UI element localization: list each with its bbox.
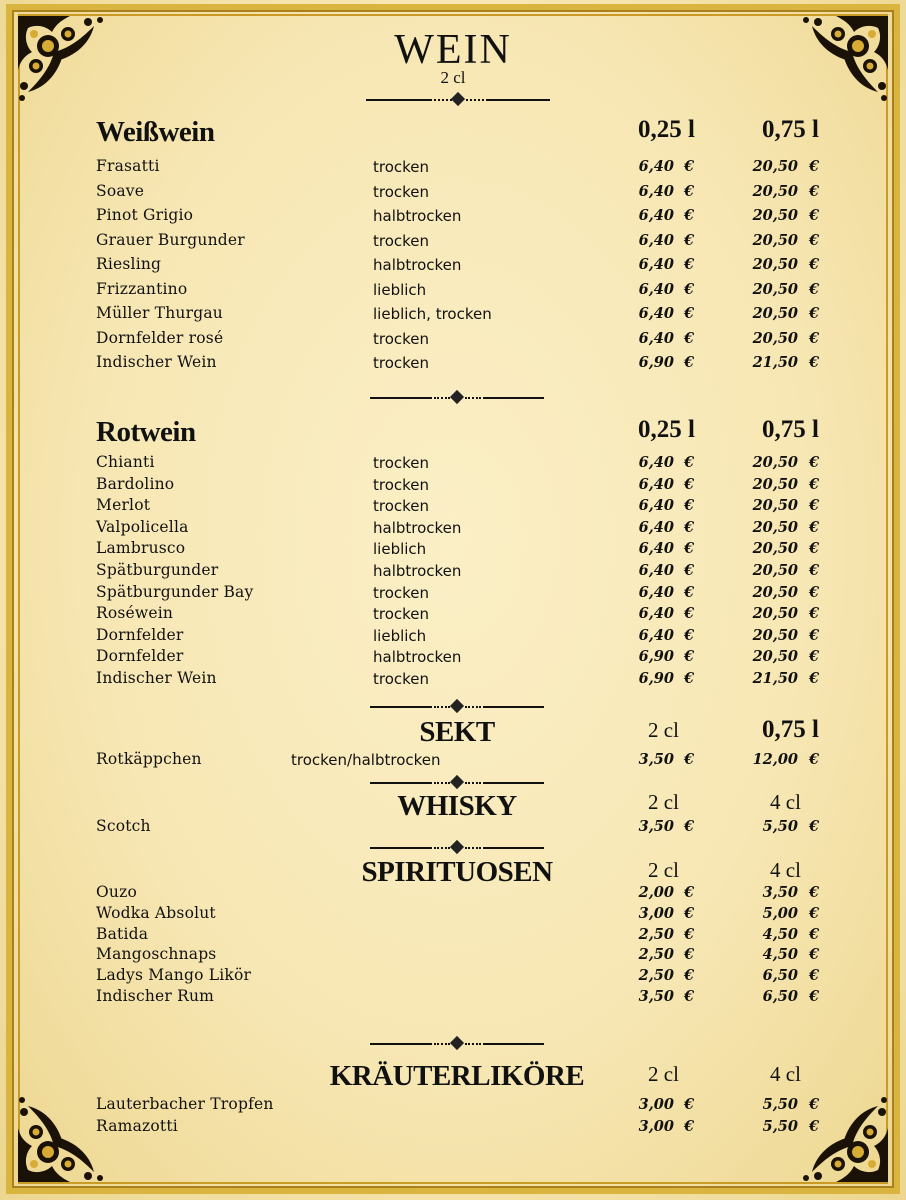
item-type: trocken: [373, 158, 430, 176]
item-name: Lambrusco: [96, 539, 186, 558]
item-name: Grauer Burgunder: [96, 230, 245, 249]
currency-symbol: €: [809, 946, 820, 964]
item-type: trocken/halbtrocken: [291, 751, 441, 769]
item-price-small: 2,50: [638, 946, 674, 964]
item-price-small: 6,40: [638, 305, 674, 322]
currency-symbol: €: [684, 670, 695, 687]
currency-symbol: €: [809, 497, 820, 515]
diamond-divider-icon: [370, 700, 544, 714]
item-name: Riesling: [96, 255, 162, 273]
currency-symbol: €: [684, 305, 695, 322]
item-price-large: 6,50: [762, 967, 798, 985]
item-name: Frasatti: [96, 157, 160, 175]
currency-symbol: €: [809, 605, 820, 623]
item-price-large: 20,50: [752, 626, 798, 644]
item-price-small: 6,40: [638, 182, 674, 200]
item-price-large: 20,50: [752, 256, 798, 273]
currency-symbol: €: [684, 475, 695, 493]
menu-item-row: [0, 881, 906, 903]
currency-symbol: €: [809, 925, 820, 943]
item-price-small: 6,40: [638, 562, 674, 579]
column-header-small: 2 cl: [648, 858, 679, 882]
item-price-small: 2,50: [638, 967, 674, 985]
item-price-large: 20,50: [752, 454, 798, 471]
section-title-spirituosen: SPIRITUOSEN: [361, 856, 553, 888]
item-price-large: 20,50: [752, 329, 798, 347]
menu-item-row: [0, 204, 906, 226]
menu-item-row: [0, 559, 906, 581]
menu-item-row: [0, 1093, 906, 1115]
menu-item-row: [0, 964, 906, 986]
currency-symbol: €: [684, 354, 695, 371]
item-price-small: 2,00: [638, 884, 674, 901]
item-type: trocken: [373, 583, 430, 602]
currency-symbol: €: [809, 256, 820, 273]
section-title-whisky: WHISKY: [397, 790, 517, 822]
currency-symbol: €: [809, 583, 820, 601]
item-price-small: 3,50: [638, 818, 674, 835]
item-price-large: 20,50: [752, 231, 798, 249]
menu-item-row: [0, 815, 906, 837]
item-type: trocken: [373, 231, 430, 250]
currency-symbol: €: [809, 231, 820, 249]
menu-item-row: [0, 302, 906, 324]
item-price-small: 6,40: [638, 540, 674, 558]
item-name: Valpolicella: [96, 517, 189, 536]
item-price-large: 20,50: [752, 305, 798, 322]
currency-symbol: €: [684, 818, 695, 835]
item-type: lieblich: [373, 540, 427, 559]
column-header-small: 2 cl: [648, 1062, 679, 1086]
currency-symbol: €: [809, 751, 820, 768]
item-name: Rotkäppchen: [96, 750, 202, 768]
item-price-small: 6,40: [638, 475, 674, 493]
menu-item-row: [0, 451, 906, 473]
menu-item-row: [0, 902, 906, 924]
currency-symbol: €: [684, 231, 695, 249]
item-name: Lauterbacher Tropfen: [96, 1095, 274, 1113]
menu-item-row: [0, 327, 906, 349]
currency-symbol: €: [809, 518, 820, 536]
currency-symbol: €: [684, 207, 695, 224]
section-title-rotwein: Rotwein: [96, 416, 196, 448]
item-name: Scotch: [96, 817, 151, 835]
currency-symbol: €: [809, 1117, 820, 1135]
item-price-small: 6,90: [638, 354, 674, 371]
currency-symbol: €: [809, 562, 820, 579]
currency-symbol: €: [684, 583, 695, 601]
item-price-large: 20,50: [752, 583, 798, 601]
diamond-divider-icon: [370, 391, 544, 405]
item-name: Indischer Wein: [96, 669, 217, 687]
item-type: trocken: [373, 329, 430, 348]
currency-symbol: €: [809, 648, 820, 666]
currency-symbol: €: [684, 925, 695, 943]
currency-symbol: €: [809, 626, 820, 644]
item-name: Frizzantino: [96, 279, 188, 298]
item-type: halbtrocken: [373, 256, 462, 274]
item-type: lieblich, trocken: [373, 305, 492, 323]
currency-symbol: €: [809, 904, 820, 922]
currency-symbol: €: [809, 540, 820, 558]
menu-item-row: [0, 494, 906, 516]
item-name: Roséwein: [96, 604, 174, 623]
section-title-kraeuterlikoere: KRÄUTERLIKÖRE: [329, 1060, 585, 1092]
item-price-small: 3,00: [638, 904, 674, 922]
item-type: halbtrocken: [373, 518, 462, 537]
item-price-large: 21,50: [752, 354, 798, 371]
page-title: WEIN: [394, 27, 512, 73]
item-price-large: 4,50: [762, 925, 798, 943]
item-price-small: 2,50: [638, 925, 674, 943]
item-name: Indischer Wein: [96, 353, 217, 371]
currency-symbol: €: [684, 605, 695, 623]
item-name: Chianti: [96, 453, 155, 471]
menu-item-row: [0, 645, 906, 667]
item-name: Bardolino: [96, 474, 175, 493]
currency-symbol: €: [684, 454, 695, 471]
item-name: Soave: [96, 181, 145, 200]
column-header-bottle: 0,75 l: [762, 416, 819, 443]
column-header-large: 4 cl: [770, 858, 801, 882]
currency-symbol: €: [809, 305, 820, 322]
item-name: Spätburgunder Bay: [96, 582, 254, 601]
diamond-divider-icon: [366, 93, 550, 107]
currency-symbol: €: [809, 670, 820, 687]
menu-item-row: [0, 473, 906, 495]
item-name: Ramazotti: [96, 1116, 178, 1135]
item-price-small: 6,40: [638, 454, 674, 471]
menu-item-row: [0, 602, 906, 624]
item-price-small: 6,90: [638, 670, 674, 687]
item-price-small: 6,40: [638, 231, 674, 249]
item-price-large: 20,50: [752, 182, 798, 200]
currency-symbol: €: [684, 884, 695, 901]
item-type: lieblich: [373, 626, 427, 645]
item-name: Dornfelder rosé: [96, 328, 224, 347]
currency-symbol: €: [684, 280, 695, 298]
item-type: trocken: [373, 670, 430, 688]
item-price-large: 20,50: [752, 562, 798, 579]
menu-item-row: [0, 180, 906, 202]
item-price-small: 6,40: [638, 256, 674, 273]
item-price-large: 20,50: [752, 280, 798, 298]
item-price-large: 12,00: [752, 751, 798, 768]
currency-symbol: €: [684, 626, 695, 644]
currency-symbol: €: [809, 354, 820, 371]
item-type: halbtrocken: [373, 648, 462, 667]
currency-symbol: €: [684, 158, 695, 175]
item-price-small: 3,50: [638, 988, 674, 1005]
item-name: Ouzo: [96, 883, 137, 901]
item-price-large: 20,50: [752, 497, 798, 515]
item-price-large: 20,50: [752, 540, 798, 558]
currency-symbol: €: [684, 562, 695, 579]
item-type: halbtrocken: [373, 207, 462, 225]
section-title-sekt: SEKT: [419, 716, 495, 748]
item-price-large: 20,50: [752, 207, 798, 224]
currency-symbol: €: [684, 904, 695, 922]
currency-symbol: €: [684, 1096, 695, 1113]
menu-item-row: [0, 351, 906, 373]
currency-symbol: €: [809, 818, 820, 835]
item-price-small: 6,40: [638, 583, 674, 601]
column-header-small: 2 cl: [648, 718, 679, 742]
item-name: Batida: [96, 924, 149, 943]
menu-item-row: [0, 1115, 906, 1137]
menu-item-row: [0, 748, 906, 770]
item-price-large: 20,50: [752, 475, 798, 493]
item-name: Indischer Rum: [96, 987, 215, 1005]
column-header-glass: 0,25 l: [638, 416, 695, 443]
currency-symbol: €: [684, 946, 695, 964]
item-price-small: 3,00: [638, 1117, 674, 1135]
column-header-glass: 0,25 l: [638, 116, 695, 143]
currency-symbol: €: [684, 751, 695, 768]
column-header-large: 4 cl: [770, 1062, 801, 1086]
menu-item-row: [0, 253, 906, 275]
page-subtitle: 2 cl: [440, 68, 466, 87]
item-name: Pinot Grigio: [96, 206, 194, 224]
currency-symbol: €: [684, 497, 695, 515]
menu-item-row: [0, 278, 906, 300]
item-name: Ladys Mango Likör: [96, 966, 252, 985]
currency-symbol: €: [809, 329, 820, 347]
item-price-large: 21,50: [752, 670, 798, 687]
diamond-divider-icon: [370, 841, 544, 855]
item-name: Dornfelder: [96, 647, 184, 666]
item-name: Spätburgunder: [96, 561, 219, 579]
currency-symbol: €: [684, 967, 695, 985]
menu-item-row: [0, 624, 906, 646]
currency-symbol: €: [809, 967, 820, 985]
currency-symbol: €: [809, 1096, 820, 1113]
currency-symbol: €: [684, 988, 695, 1005]
menu-item-row: [0, 229, 906, 251]
menu-item-row: [0, 581, 906, 603]
item-type: trocken: [373, 605, 430, 624]
currency-symbol: €: [684, 256, 695, 273]
item-price-small: 6,40: [638, 518, 674, 536]
currency-symbol: €: [684, 329, 695, 347]
menu-item-row: [0, 537, 906, 559]
item-price-large: 3,50: [762, 884, 798, 901]
menu-item-row: [0, 155, 906, 177]
currency-symbol: €: [684, 540, 695, 558]
item-name: Müller Thurgau: [96, 304, 223, 322]
item-price-small: 6,40: [638, 280, 674, 298]
item-price-small: 6,40: [638, 605, 674, 623]
item-name: Dornfelder: [96, 625, 184, 644]
diamond-divider-icon: [370, 776, 544, 790]
item-price-small: 6,40: [638, 497, 674, 515]
currency-symbol: €: [684, 182, 695, 200]
item-price-small: 3,00: [638, 1096, 674, 1113]
currency-symbol: €: [809, 988, 820, 1005]
column-header-large: 4 cl: [770, 790, 801, 814]
item-price-large: 4,50: [762, 946, 798, 964]
item-price-large: 20,50: [752, 518, 798, 536]
currency-symbol: €: [684, 648, 695, 666]
item-price-large: 20,50: [752, 158, 798, 175]
item-price-large: 5,50: [762, 1096, 798, 1113]
item-name: Merlot: [96, 496, 151, 515]
item-type: trocken: [373, 497, 430, 516]
column-header-small: 2 cl: [648, 790, 679, 814]
currency-symbol: €: [809, 475, 820, 493]
item-price-small: 6,40: [638, 207, 674, 224]
menu-item-row: [0, 985, 906, 1007]
currency-symbol: €: [809, 207, 820, 224]
item-type: lieblich: [373, 280, 427, 299]
currency-symbol: €: [684, 1117, 695, 1135]
item-price-small: 6,40: [638, 158, 674, 175]
menu-item-row: [0, 923, 906, 945]
item-price-small: 3,50: [638, 751, 674, 768]
item-price-large: 5,50: [762, 1117, 798, 1135]
item-type: trocken: [373, 182, 430, 201]
item-name: Wodka Absolut: [96, 903, 216, 922]
item-price-large: 5,50: [762, 818, 798, 835]
item-type: halbtrocken: [373, 562, 462, 580]
item-price-large: 6,50: [762, 988, 798, 1005]
item-price-large: 20,50: [752, 648, 798, 666]
item-price-large: 20,50: [752, 605, 798, 623]
column-header-bottle: 0,75 l: [762, 716, 819, 743]
item-type: trocken: [373, 454, 430, 472]
currency-symbol: €: [809, 182, 820, 200]
diamond-divider-icon: [370, 1037, 544, 1051]
item-price-small: 6,40: [638, 329, 674, 347]
menu-item-row: [0, 943, 906, 965]
section-title-weisswein: Weißwein: [96, 116, 215, 148]
menu-item-row: [0, 516, 906, 538]
item-price-small: 6,90: [638, 648, 674, 666]
item-price-small: 6,40: [638, 626, 674, 644]
item-type: trocken: [373, 354, 430, 372]
currency-symbol: €: [809, 884, 820, 901]
item-name: Mangoschnaps: [96, 945, 217, 964]
currency-symbol: €: [809, 280, 820, 298]
currency-symbol: €: [684, 518, 695, 536]
menu-item-row: [0, 667, 906, 689]
currency-symbol: €: [809, 158, 820, 175]
item-price-large: 5,00: [762, 904, 798, 922]
column-header-bottle: 0,75 l: [762, 116, 819, 143]
item-type: trocken: [373, 475, 430, 494]
currency-symbol: €: [809, 454, 820, 471]
